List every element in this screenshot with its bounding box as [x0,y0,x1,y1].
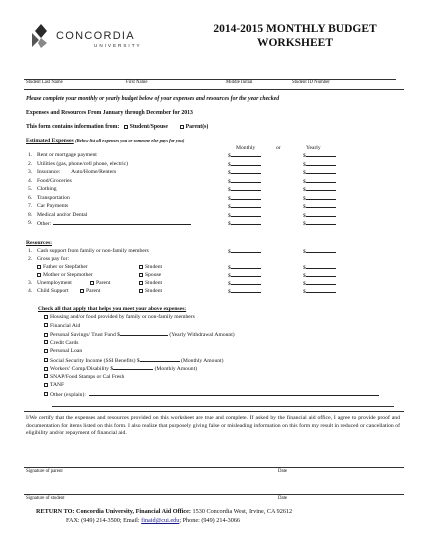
workers-comp-checkbox[interactable] [44,367,48,371]
monthly-field[interactable]: $ [228,186,261,194]
yearly-field[interactable]: $ [303,264,336,272]
yearly-field[interactable]: $ [303,220,336,228]
expense-label: Food/Groceries [37,177,72,184]
unemployment-parent-checkbox[interactable] [90,281,94,285]
personal-loan-checkbox[interactable] [44,349,48,353]
checklist-item: Personal Savings/ Trust Fund $ (Yearly Withdrawal Amount) [44,331,235,339]
page-title [195,22,395,50]
contains-row [26,124,208,131]
middle-initial-label: Middle Initial [226,80,253,85]
expense-label: Other: [37,220,191,228]
col-yearly: Yearly [306,145,321,151]
title-line-2: WORKSHEET [256,37,334,49]
savings-checkbox[interactable] [44,333,48,337]
resources-header: Resources: [26,240,52,246]
checklist-header: Check all that apply that helps you meet your above expenses: [38,306,187,312]
student-signature-line[interactable] [24,494,404,495]
monthly-field[interactable]: $ [228,280,261,288]
checklist-item: TANF [44,382,64,389]
contact-line [66,517,240,525]
tanf-checkbox[interactable] [44,383,48,387]
yearly-field[interactable]: $ [303,248,336,256]
monthly-field[interactable]: $ [228,288,261,296]
yearly-field[interactable]: $ [303,272,336,280]
monthly-field[interactable]: $ [228,169,261,177]
checklist-item: Other (explain): [44,391,379,399]
expense-label: Clothing [37,186,57,192]
student-spouse-checkbox[interactable] [124,125,128,129]
last-name-label: Student Last Name [26,80,63,85]
housing-checkbox[interactable] [44,315,48,319]
logo-mark-icon [30,24,52,48]
workers-comp-amount-field[interactable] [113,365,153,370]
yearly-field[interactable]: $ [303,178,336,186]
monthly-field[interactable]: $ [228,212,261,220]
expense-label: Insurance: Auto/Home/Renters [37,169,117,175]
father-checkbox[interactable] [37,265,41,269]
monthly-field[interactable]: $ [228,161,261,169]
parents-label: Parent(s) [185,124,209,130]
monthly-field[interactable]: $ [228,178,261,186]
contains-label: This form contains information from: [26,124,120,130]
checklist-item: Financial Aid [44,323,80,330]
snap-checkbox[interactable] [44,374,48,378]
name-line [24,79,396,80]
other-explain-field[interactable] [89,391,379,396]
return-to-line [36,508,292,516]
student-checkbox[interactable] [139,265,143,269]
parent-signature-line[interactable] [24,467,404,468]
office-name: Concordia University, Financial Aid Office: [76,508,191,515]
yearly-field[interactable]: $ [303,212,336,220]
fax-text: FAX: (949) 214-3500; Email: [66,517,140,524]
checklist-item: Housing and/or food provided by family or non-family members [44,314,195,321]
expenses-header-row [26,138,184,145]
checklist-item: Personal Loan [44,348,82,355]
other-checkbox[interactable] [44,392,48,396]
child-support-parent-checkbox[interactable] [80,289,84,293]
expense-label: Rent or mortgage payment [37,152,97,158]
checklist [44,314,414,414]
monthly-field[interactable]: $ [228,248,261,256]
student-id-label: Student ID Number [292,80,330,85]
parent-date-label: Date [278,469,288,474]
yearly-field[interactable]: $ [303,195,336,203]
expenses-list: 1. Rent or mortgage payment $ $ 2. Utilities (gas, phone/cell phone, electric) $ $ 3. Insurance: Auto/Home/Renters $ $ 4. Food/Groceries $ $ 5. Clothing $ $ 6. Transportation $ $ 7. Car Payments $ $ 8. Medical and/or Dental $ $ 9. Other: $ $ [0,152,428,232]
yearly-field[interactable]: $ [303,169,336,177]
monthly-field[interactable]: $ [228,272,261,280]
first-name-label: First Name [126,80,148,85]
email-link[interactable]: finaid@cui.edu [141,517,180,524]
phone-text: ; Phone: (949) 214-3066 [179,517,241,524]
checklist-item: Workers’ Comp/Disability $ (Monthly Amount) [44,365,197,373]
yearly-field[interactable]: $ [303,186,336,194]
logo-subtitle: UNIVERSITY [94,43,142,48]
expenses-note: (Below list all expenses you or someone else pays for you) [75,138,185,143]
expense-label: Car Payments [37,203,69,209]
spouse-checkbox[interactable] [139,273,143,277]
student-spouse-label: Student/Spouse [129,124,168,130]
mother-checkbox[interactable] [37,273,41,277]
financial-aid-checkbox[interactable] [44,323,48,327]
yearly-field[interactable]: $ [303,161,336,169]
university-logo [30,24,170,50]
resource-label: Cash support from family or non-family members [37,248,149,254]
resources-list: 1. Cash support from family or non-family members $ $ 2. Gross pay for: Father or Stepfather Student $ $ Mother or Stepmother Spouse $ $ 3. Unemployment Parent Student $ $ 4. Child Support Parent Student $ $ [0,248,428,303]
expense-label: Transportation [37,194,70,201]
unemployment-student-checkbox[interactable] [139,281,143,285]
col-monthly: Monthly [236,145,256,151]
yearly-field[interactable]: $ [303,152,336,160]
certification-divider [24,411,404,412]
savings-amount-field[interactable] [120,331,168,336]
ssi-checkbox[interactable] [44,358,48,362]
logo-name: CONCORDIA [56,30,135,42]
ssi-amount-field[interactable] [140,357,180,362]
child-support-student-checkbox[interactable] [139,289,143,293]
yearly-field[interactable]: $ [303,203,336,211]
expense-label: Utilities (gas, phone/cell phone, electric) [37,160,129,167]
parents-checkbox[interactable] [180,125,184,129]
resource-label: Gross pay for: [37,256,70,262]
monthly-field[interactable]: $ [228,264,261,272]
certification-text: I/We certify that the expenses and resources provided on this worksheet are true and complete. If asked by the financial aid office, I agree to provide proof and documentation for items listed on this form. I also realize that purposely giving false or misleading information on this form my result in reduced or cancellation of eligibility and/or repayment of financial aid. [26,415,400,437]
instruction-text: Please complete your monthly or yearly budget below of your expenses and resources for the year checked [26,96,280,102]
header-divider [24,89,404,90]
office-address: 1530 Concordia West, Irvine, CA 92612 [192,508,293,515]
checklist-item: Social Security Income (SSI Benefits) $ (Monthly Amount) [44,357,223,365]
checklist-item: SNAP/Food Stamps or Cal Fresh [44,374,124,381]
col-or: or [276,145,281,151]
parent-signature-label: Signature of parent [26,469,63,474]
yearly-field[interactable]: $ [303,280,336,288]
monthly-field[interactable]: $ [228,152,261,160]
student-date-label: Date [278,496,288,501]
other-expense-field[interactable] [53,220,191,225]
monthly-field[interactable]: $ [228,220,261,228]
student-signature-label: Signature of student [26,496,65,501]
yearly-field[interactable]: $ [303,288,336,296]
expenses-header: Estimated Expenses [26,138,74,144]
title-line-1: 2014-2015 MONTHLY BUDGET [213,23,377,35]
period-text: Expenses and Resources From January through December for 2013 [26,110,193,116]
expense-label: Medical and/or Dental [37,211,88,218]
credit-cards-checkbox[interactable] [44,340,48,344]
monthly-field[interactable]: $ [228,203,261,211]
monthly-field[interactable]: $ [228,195,261,203]
other-explain-line-2[interactable] [52,406,394,407]
checklist-item: Credit Cards [44,340,78,347]
return-label: RETURN TO: [36,508,75,515]
